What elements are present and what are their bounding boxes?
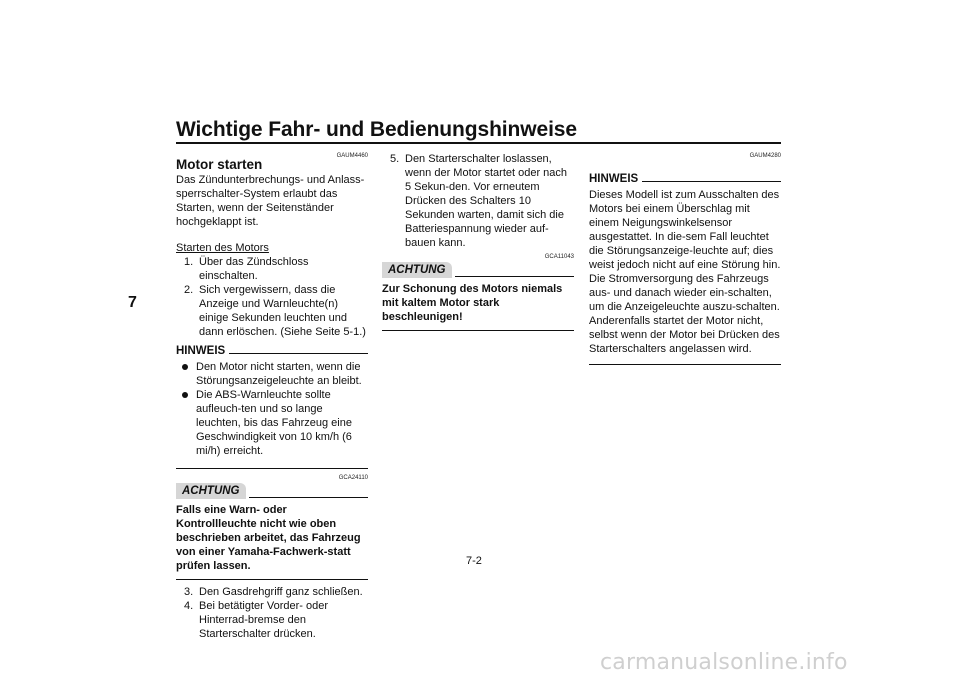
list-item: 5. Den Starterschalter loslassen, wenn der Motor startet oder nach 5 Sekun-den. Vor erneutem Drücken des Schalters 10 Sekunden warten, damit sich die Batteriespannung wieder auf-bauen kann. [390, 153, 568, 249]
intro-paragraph: Das Zündunterbrechungs- und Anlass-sperrschalter-System erlaubt das Starten, wenn der Seitenständer hochgeklappt ist. [176, 174, 365, 228]
caution-label: ACHTUNG [382, 262, 452, 278]
note-header [589, 173, 781, 185]
bullet-icon [176, 388, 196, 458]
page-title: Wichtige Fahr- und Bedienungshinweise [176, 118, 577, 141]
list-item: 2. Sich vergewissern, dass die Anzeige und Warnleuchte(n) einige Sekunden leuchten und dann erlöschen. (Siehe Seite 5-1.) [184, 284, 366, 338]
caution-label: ACHTUNG [176, 483, 246, 499]
note-bullets [176, 360, 368, 458]
section-code: GAUM4280 [749, 153, 781, 159]
list-item: Die ABS-Warnleuchte sollte aufleuch-ten und so lange leuchten, bis das Fahrzeug eine Geschwindigkeit von 10 km/h (6 mi/h) erreicht. [176, 388, 368, 458]
caution-text: Zur Schonung des Motors niemals mit kaltem Motor stark beschleunigen! [382, 283, 563, 323]
caution-header [176, 483, 368, 499]
caution-end-rule [176, 579, 368, 580]
steps-list [176, 255, 368, 339]
section-heading: Motor starten [176, 157, 263, 172]
note-end-rule [589, 364, 781, 365]
list-item: 4. Bei betätigter Vorder- oder Hinterrad-bremse den Starterschalter drücken. [184, 600, 329, 640]
note-end-rule [176, 468, 368, 469]
list-item: Den Motor nicht starten, wenn die Störungsanzeigeleuchte an bleibt. [176, 360, 368, 388]
steps-list-2 [176, 585, 368, 641]
bullet-icon [176, 360, 196, 388]
column-2 [382, 152, 574, 331]
caution-code: GCA11043 [544, 254, 574, 260]
note-header [176, 345, 368, 357]
note-paragraph: Dieses Modell ist zum Ausschalten des Motors bei einem Überschlag mit einem Neigungswinkelsensor ausgestattet. In die-sem Fall leuchtet die Störungsanzeige-leuchte auf; dies weist jedoch nicht auf eine Störung hin. Die Stromversorgung des Fahrzeugs aus- und danach wieder ein-schalten, um die Anzeigeleuchte auszu-schalten. Anderenfalls startet der Motor nicht, selbst wenn der Motor bei Drücken des Starterschalters angelassen wird. [589, 189, 781, 355]
list-item: 1. Über das Zündschloss einschalten. [184, 256, 309, 282]
caution-end-rule [382, 330, 574, 331]
note-label: HINWEIS [589, 173, 639, 185]
caution-text: Falls eine Warn- oder Kontrollleuchte nicht wie oben beschrieben arbeitet, das Fahrzeug von einer Yamaha-Fachwerk-statt prüfen lassen. [176, 504, 361, 572]
header-rule [176, 142, 781, 144]
column-1 [176, 153, 368, 641]
chapter-number: 7 [128, 294, 137, 311]
steps-list [382, 152, 574, 250]
caution-header [382, 262, 574, 278]
page-number: 7-2 [466, 555, 482, 567]
list-item: 3. Den Gasdrehgriff ganz schließen. [184, 586, 363, 598]
note-label: HINWEIS [176, 345, 226, 357]
column-3 [589, 153, 781, 365]
watermark: carmanualsonline.info [600, 650, 848, 675]
section-code: GAUM4460 [336, 153, 368, 159]
caution-code: GCA24110 [338, 475, 368, 481]
subheading: Starten des Motors [176, 242, 269, 254]
